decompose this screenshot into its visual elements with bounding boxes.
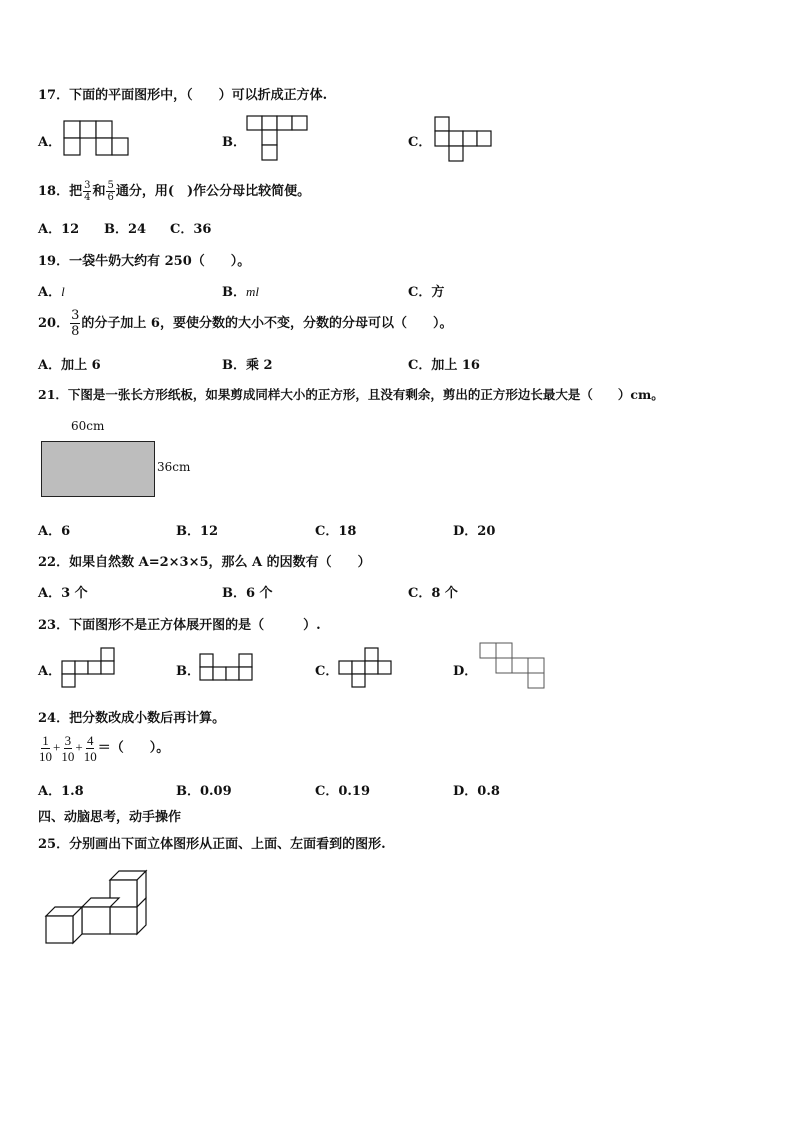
q20-opt-b: B．乘 2 bbox=[222, 358, 273, 373]
q24-tail: ＝（ ）。 bbox=[97, 739, 170, 755]
q17-net-a bbox=[64, 121, 134, 157]
q19-opt-a-label: A． bbox=[38, 285, 62, 300]
q20-pre: 20． bbox=[38, 316, 70, 331]
q24-opt-b: B．0.09 bbox=[176, 784, 232, 799]
q18-opt-b: B．24 bbox=[104, 222, 147, 237]
section-title: 四、动脑思考，动手操作 bbox=[38, 810, 182, 825]
q21-opt-d: D．20 bbox=[453, 524, 496, 539]
q18-frac2-num: 5 bbox=[107, 180, 114, 191]
q18-stem bbox=[38, 180, 310, 203]
q21-stem: 21．下图是一张长方形纸板，如果剪成同样大小的正方形，且没有剩余，剪出的正方形边长最大是（ ）cm。 bbox=[38, 387, 664, 402]
q18-opt-c: C．36 bbox=[170, 222, 212, 237]
q24-frac1-den: 10 bbox=[39, 749, 52, 764]
q23-opt-a: A． bbox=[38, 664, 62, 679]
q17-opt-c: C． bbox=[408, 135, 432, 150]
q21-opt-c: C．18 bbox=[315, 524, 357, 539]
q17-net-b bbox=[247, 116, 309, 162]
q19-opt-c: C．方 bbox=[408, 285, 445, 300]
q18-pre: 18．把 bbox=[38, 184, 83, 199]
q23-net-c bbox=[339, 648, 395, 690]
q24-opt-a: A．1.8 bbox=[38, 784, 84, 799]
q18-mid: 和 bbox=[92, 184, 106, 199]
q23-net-a bbox=[62, 648, 118, 690]
q21-opt-b: B．12 bbox=[176, 524, 219, 539]
q24-frac2 bbox=[61, 733, 74, 764]
q17-net-c bbox=[433, 117, 495, 165]
q24-opt-c: C．0.19 bbox=[315, 784, 371, 799]
q20-post: 的分子加上 6，要使分数的大小不变，分数的分母可以（ ）。 bbox=[81, 316, 453, 331]
q24-frac3-den: 10 bbox=[83, 749, 97, 764]
q24-frac2-den: 10 bbox=[61, 749, 75, 764]
q24-opt-d: D．0.8 bbox=[453, 784, 500, 799]
q25-stem: 25．分别画出下面立体图形从正面、上面、左面看到的图形. bbox=[38, 837, 386, 852]
q20-opt-a: A．加上 6 bbox=[38, 358, 101, 373]
q22-opt-b: B．6 个 bbox=[222, 586, 273, 601]
q24-frac3-num: 4 bbox=[86, 733, 94, 748]
q20-opt-c: C．加上 16 bbox=[408, 358, 480, 373]
q17-opt-a: A． bbox=[38, 135, 62, 150]
q24-frac1 bbox=[39, 733, 52, 764]
q21-width-label: 60cm bbox=[71, 419, 105, 433]
q24-frac1-num: 1 bbox=[42, 733, 49, 748]
q20-stem bbox=[38, 308, 452, 339]
q21-opt-a: A．6 bbox=[38, 524, 71, 539]
q17-stem: 17．下面的平面图形中，（ ）可以折成正方体. bbox=[38, 88, 328, 103]
q21-height-label: 36cm bbox=[157, 460, 191, 474]
q17-opt-b: B． bbox=[222, 135, 246, 150]
q18-frac1-den: 4 bbox=[84, 192, 91, 203]
q18-frac1-num: 3 bbox=[84, 180, 91, 191]
q24-stem: 24．把分数改成小数后再计算。 bbox=[38, 711, 226, 726]
q19-opt-b-label: B． bbox=[222, 285, 246, 300]
q23-opt-c: C． bbox=[315, 664, 339, 679]
q23-net-b bbox=[200, 654, 256, 684]
q24-frac2-num: 3 bbox=[64, 733, 72, 748]
q18-frac2 bbox=[106, 180, 114, 203]
q20-frac-num: 3 bbox=[71, 308, 80, 323]
q19-opt-b bbox=[222, 281, 259, 300]
q20-frac-den: 8 bbox=[71, 324, 80, 339]
q24-plus2: + bbox=[75, 739, 83, 755]
q20-frac bbox=[70, 308, 80, 339]
q19-opt-a bbox=[38, 281, 65, 300]
q19-stem: 19．一袋牛奶大约有 250（ ）。 bbox=[38, 254, 251, 269]
q18-frac2-den: 6 bbox=[107, 192, 114, 203]
q21-rectangle bbox=[41, 441, 155, 497]
q23-net-d bbox=[480, 643, 548, 695]
q19-opt-b-unit: ml bbox=[246, 284, 259, 299]
q22-opt-a: A．3 个 bbox=[38, 586, 88, 601]
q18-post: 通分，用( )作公分母比较简便。 bbox=[115, 184, 311, 199]
q25-cube-figure bbox=[44, 870, 154, 946]
q24-plus1: + bbox=[53, 739, 61, 755]
q23-opt-b: B． bbox=[176, 664, 200, 679]
q18-opt-a: A．12 bbox=[38, 222, 80, 237]
q23-stem: 23．下面图形不是正方体展开图的是（ ）. bbox=[38, 618, 321, 633]
q24-expression bbox=[38, 733, 169, 764]
q22-opt-c: C．8 个 bbox=[408, 586, 458, 601]
q19-opt-a-unit: l bbox=[61, 284, 65, 299]
q23-opt-d: D． bbox=[453, 664, 478, 679]
q18-frac1 bbox=[83, 180, 91, 203]
q22-stem: 22．如果自然数 A=2×3×5，那么 A 的因数有（ ） bbox=[38, 555, 371, 570]
q24-frac3 bbox=[84, 733, 97, 764]
